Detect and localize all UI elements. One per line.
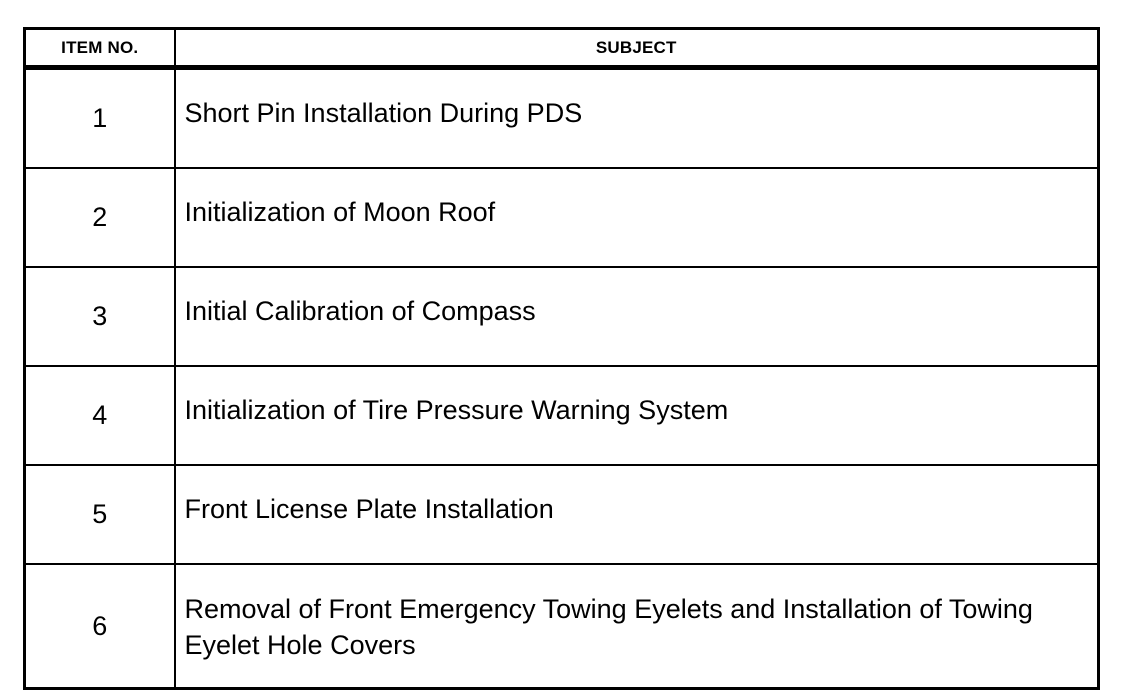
item-subject-table	[23, 27, 1100, 690]
subject-cell: Initialization of Moon Roof	[175, 168, 1099, 267]
item-number-cell: 5	[25, 465, 175, 564]
item-number-cell: 2	[25, 168, 175, 267]
subject-cell: Removal of Front Emergency Towing Eyelets and Installation of Towing Eyelet Hole Covers	[175, 564, 1099, 689]
table-header-row	[25, 29, 1099, 68]
item-no-header: ITEM NO.	[25, 29, 175, 68]
subject-cell: Initial Calibration of Compass	[175, 267, 1099, 366]
table-row	[25, 267, 1099, 366]
item-number-cell: 6	[25, 564, 175, 689]
item-number-cell: 4	[25, 366, 175, 465]
item-number-cell: 1	[25, 68, 175, 169]
table-row	[25, 366, 1099, 465]
table-row	[25, 465, 1099, 564]
item-number-cell: 3	[25, 267, 175, 366]
table-row	[25, 168, 1099, 267]
subject-cell: Front License Plate Installation	[175, 465, 1099, 564]
subject-header: SUBJECT	[175, 29, 1099, 68]
table-row	[25, 564, 1099, 689]
table-row	[25, 68, 1099, 169]
subject-cell: Short Pin Installation During PDS	[175, 68, 1099, 169]
subject-cell: Initialization of Tire Pressure Warning System	[175, 366, 1099, 465]
